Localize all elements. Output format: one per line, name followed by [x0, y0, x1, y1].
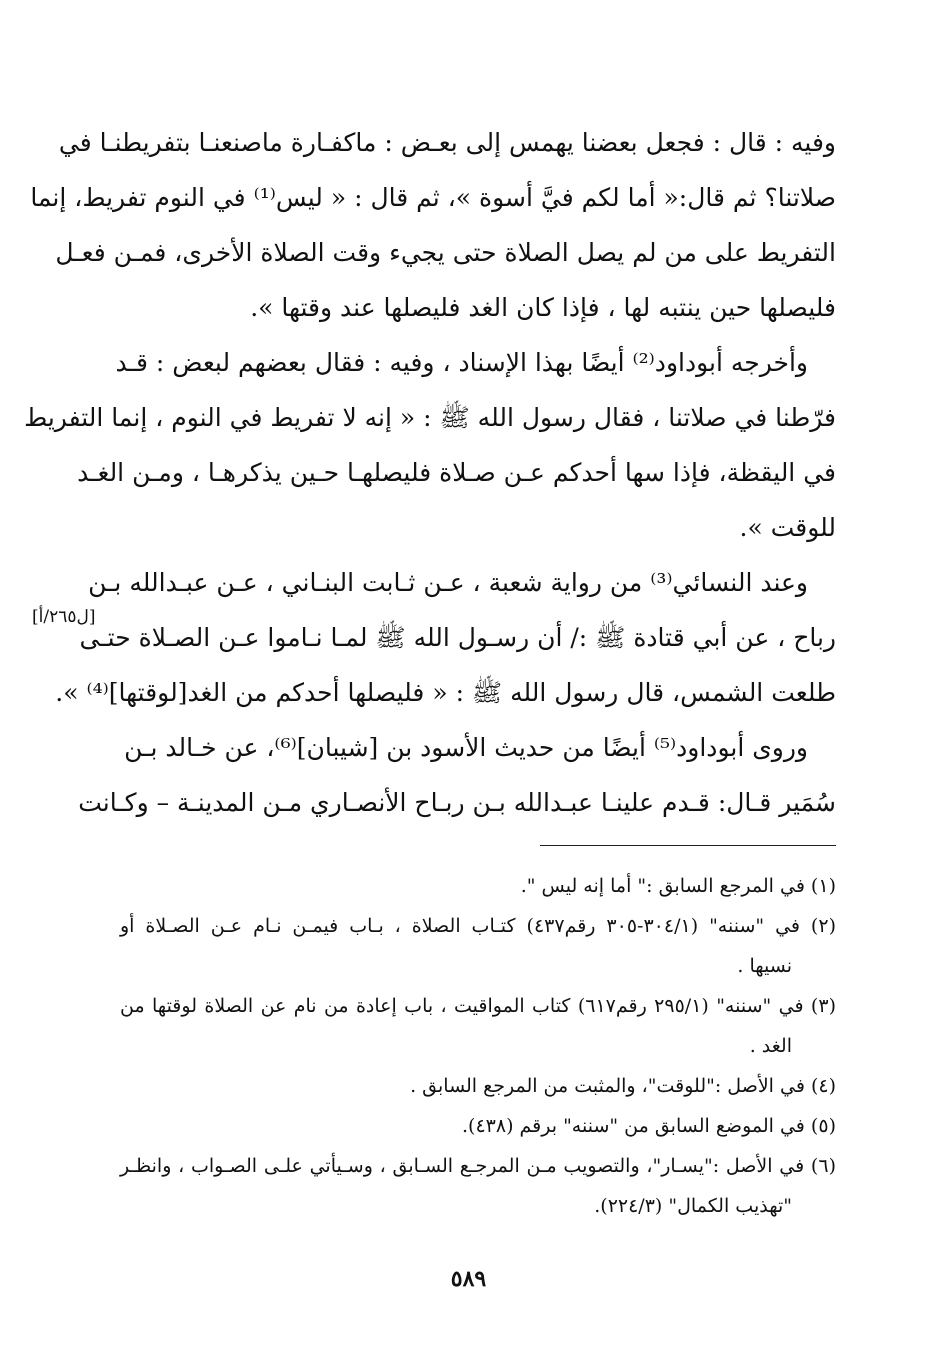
footnote-line: (٦) في الأصل :"يسـار"، والتصويب مـن المرجـع السـابق ، وسـيأتي علـى الصـواب ، وانظـر [120, 1155, 836, 1177]
text-line: التفريط على من لم يصل الصلاة حتى يجيء وقت الصلاة الأخرى، فمـن فعـل [55, 238, 836, 267]
text-line: فليصلها حين ينتبه لها ، فإذا كان الغد فليصلها عند وقتها ». [250, 293, 836, 322]
footnote-2 [120, 906, 836, 986]
text-line: فرّطنا في صلاتنا ، فقال رسول الله ﷺ : « إنه لا تفريط في النوم ، إنما التفريط [24, 403, 836, 432]
text-line: صلاتنا؟ ثم قال:« أما لكم فيَّ أسوة »، ثم قال : « ليس⁽¹⁾ في النوم تفريط، إنما [30, 183, 836, 212]
footnote-line: نسيها . [737, 955, 792, 977]
footnote-line: الغد . [749, 1035, 792, 1057]
text-line: طلعت الشمس، قال رسول الله ﷺ : « فليصلها أحدكم من الغد[لوقتها]⁽⁴⁾ ». [55, 678, 836, 707]
footnote-4 [120, 1066, 836, 1106]
text-line: رباح ، عن أبي قتادة ﷺ :/ أن رسـول الله ﷺ لمـا نـاموا عـن الصـلاة حتـى [79, 623, 836, 652]
footnote-5 [120, 1106, 836, 1146]
footnote-line: (٢) في "سننه" (٣٠٤/١-٣٠٥ رقم٤٣٧) كتـاب الصلاة ، بـاب فيمـن نـام عـن الصـلاة أو [120, 915, 836, 937]
footnote-line: (١) في المرجع السابق :" أما إنه ليس ". [520, 875, 836, 897]
manuscript-folio-note: [ل٢٦٥/أ] [32, 607, 96, 627]
text-line: للوقت ». [739, 513, 836, 542]
text-line: وأخرجه أبوداود⁽²⁾ أيضًا بهذا الإسناد ، وفيه : فقال بعضهم لبعض : قـد [115, 348, 808, 377]
footnote-separator [540, 845, 836, 846]
text-line: في اليقظة، فإذا سها أحدكم عـن صـلاة فليصلهـا حـين يذكرهـا ، ومـن الغـد [77, 458, 836, 487]
text-line: وعند النسائي⁽³⁾ من رواية شعبة ، عـن ثـابت البنـاني ، عـن عبـدالله بـن [88, 568, 808, 597]
footnote-line: (٤) في الأصل :"للوقت"، والمثبت من المرجع السابق . [410, 1075, 836, 1097]
footnote-3 [120, 986, 836, 1066]
footnote-1 [120, 866, 836, 906]
footnote-line: "تهذيب الكمال" (٢٢٤/٣). [594, 1195, 792, 1217]
footnote-line: (٥) في الموضع السابق من "سننه" برقم (٤٣٨). [462, 1115, 836, 1137]
text-line: وفيه : قال : فجعل بعضنا يهمس إلى بعـض : ماكفـارة ماصنعنـا بتفريطنـا في [58, 128, 836, 157]
footnotes [120, 866, 836, 1226]
footnote-line: (٣) في "سننه" (٢٩٥/١ رقم٦١٧) كتاب المواقيت ، باب إعادة من نام عن الصلاة لوقتها من [120, 995, 836, 1017]
text-line: وروى أبوداود⁽⁵⁾ أيضًا من حديث الأسود بن [شيبان]⁽⁶⁾، عن خـالد بـن [124, 733, 808, 762]
text-line: سُمَير قـال: قـدم علينـا عبـدالله بـن ربـاح الأنصـاري مـن المدينـة – وكـانت [78, 788, 836, 817]
footnote-6 [120, 1146, 836, 1226]
page-number: ٥٨٩ [450, 1266, 487, 1292]
